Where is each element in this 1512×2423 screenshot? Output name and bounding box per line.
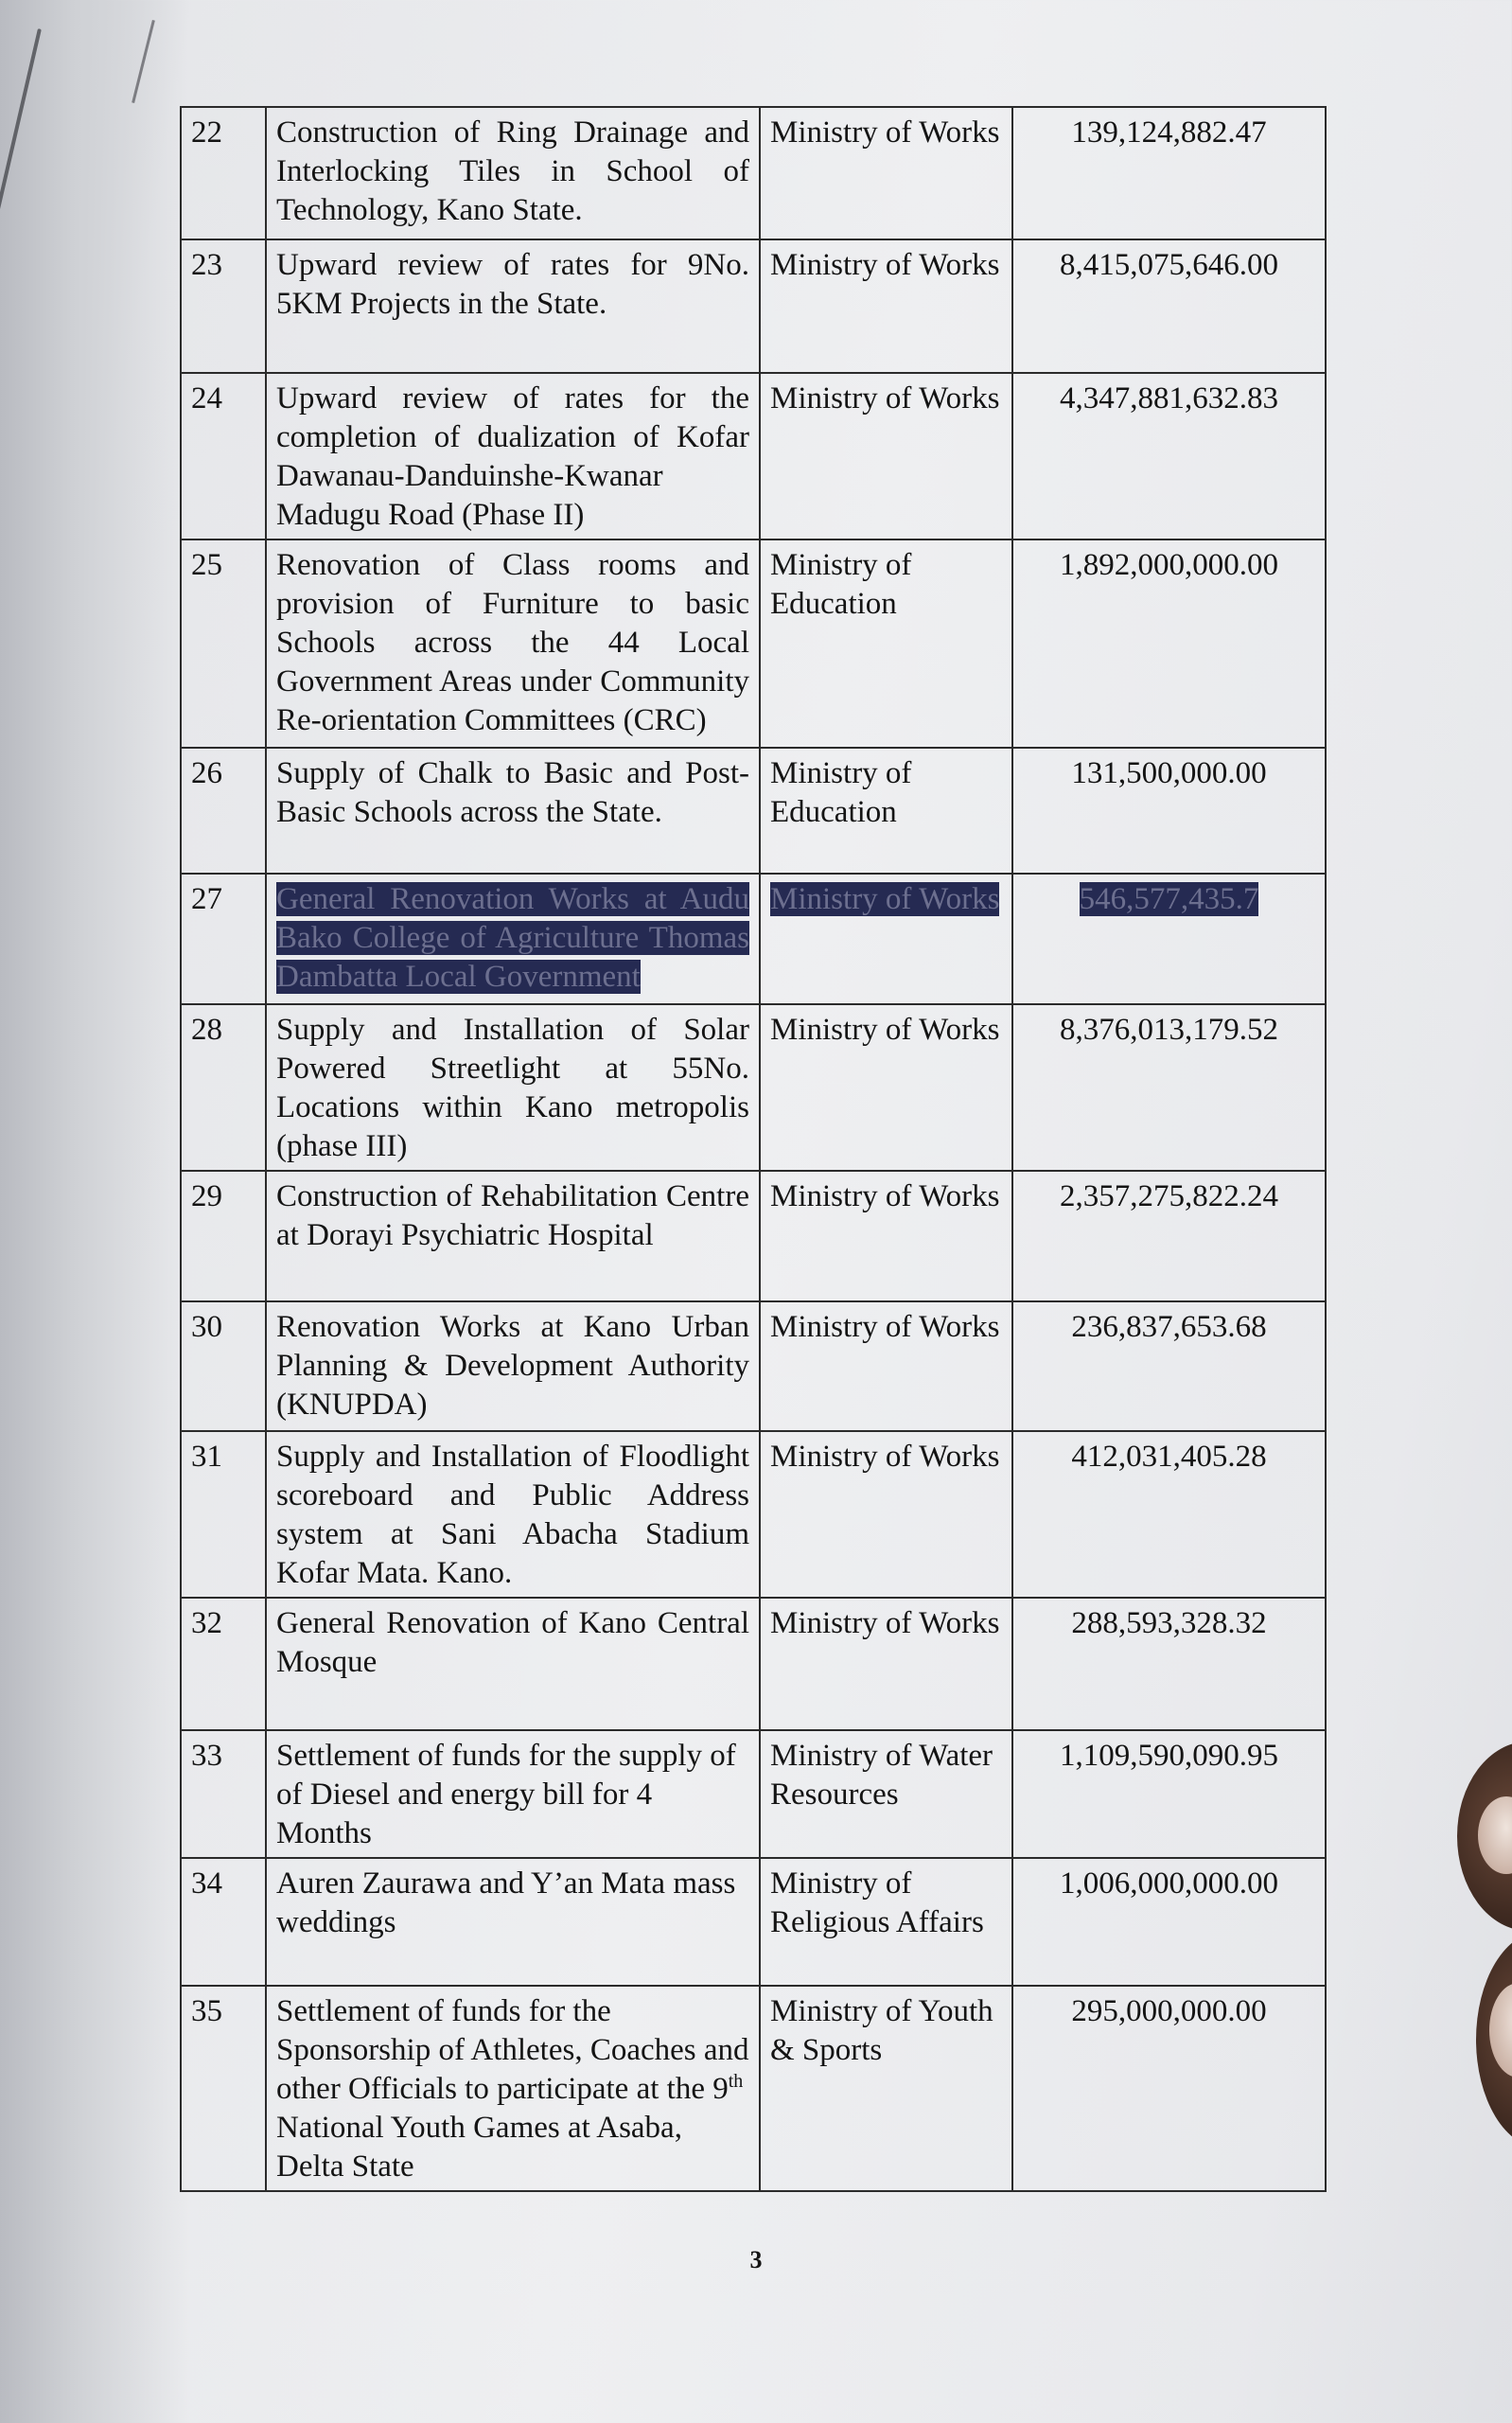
- project-description: Supply and Installation of Floodlight scoreboard and Public Address system at Sani Abacha Stadium Kofar Mata. Kano.: [266, 1431, 760, 1598]
- ministry-name: Ministry of Works: [760, 239, 1012, 373]
- project-description: Upward review of rates for the completion of dualization of Kofar Dawanau-Danduinshe-Kwanar Madugu Road (Phase II): [266, 373, 760, 539]
- ministry-name: Ministry of Education: [760, 748, 1012, 874]
- ministry-name: Ministry of Works: [760, 1598, 1012, 1730]
- project-amount-redacted: [1012, 874, 1326, 1004]
- ministry-name: Ministry of Education: [760, 539, 1012, 748]
- serial-number: 23: [181, 239, 266, 373]
- serial-number: 26: [181, 748, 266, 874]
- project-description: [266, 1986, 760, 2191]
- page-shadow-edge: [0, 0, 189, 2423]
- project-description: Settlement of funds for the supply of of Diesel and energy bill for 4 Months: [266, 1730, 760, 1858]
- redaction-mark: General Renovation Works at Audu Bako College of Agriculture Thomas Dambatta Local Government: [276, 882, 749, 994]
- ministry-name: Ministry of Water Resources: [760, 1730, 1012, 1858]
- ordinal-suffix: th: [728, 2071, 744, 2092]
- table-row: [181, 239, 1326, 373]
- table-row: [181, 1171, 1326, 1301]
- project-amount: 288,593,328.32: [1012, 1598, 1326, 1730]
- project-amount: 1,892,000,000.00: [1012, 539, 1326, 748]
- project-description: Upward review of rates for 9No. 5KM Projects in the State.: [266, 239, 760, 373]
- table-row: [181, 1858, 1326, 1986]
- table-row: [181, 1301, 1326, 1431]
- ministry-name: Ministry of Youth & Sports: [760, 1986, 1012, 2191]
- serial-number: 29: [181, 1171, 266, 1301]
- project-amount: 131,500,000.00: [1012, 748, 1326, 874]
- serial-number: 33: [181, 1730, 266, 1858]
- project-description: Construction of Rehabilitation Centre at Dorayi Psychiatric Hospital: [266, 1171, 760, 1301]
- project-description: Supply of Chalk to Basic and Post-Basic Schools across the State.: [266, 748, 760, 874]
- project-description: General Renovation of Kano Central Mosque: [266, 1598, 760, 1730]
- description-text-cont: National Youth Games at Asaba, Delta State: [276, 2111, 682, 2184]
- serial-number: 22: [181, 107, 266, 239]
- ministry-name: Ministry of Religious Affairs: [760, 1858, 1012, 1986]
- page-number: 3: [749, 2246, 763, 2273]
- ministry-name: Ministry of Works: [760, 1171, 1012, 1301]
- description-text: Settlement of funds for the Sponsorship of Athletes, Coaches and other Officials to participate at the 9: [276, 1994, 749, 2106]
- project-description: Supply and Installation of Solar Powered Streetlight at 55No. Locations within Kano metropolis (phase III): [266, 1004, 760, 1171]
- serial-number: 25: [181, 539, 266, 748]
- table-row: [181, 1986, 1326, 2191]
- redaction-mark: 546,577,435.7: [1079, 882, 1259, 916]
- table-row: [181, 1004, 1326, 1171]
- serial-number: 32: [181, 1598, 266, 1730]
- project-amount: 295,000,000.00: [1012, 1986, 1326, 2191]
- ministry-name: Ministry of Works: [760, 1431, 1012, 1598]
- project-description-redacted: [266, 874, 760, 1004]
- serial-number: 30: [181, 1301, 266, 1431]
- ministry-name: Ministry of Works: [760, 373, 1012, 539]
- table-row-redacted: [181, 874, 1326, 1004]
- serial-number: 27: [181, 874, 266, 1004]
- table-row: [181, 107, 1326, 239]
- serial-number: 31: [181, 1431, 266, 1598]
- project-description: Renovation Works at Kano Urban Planning & Development Authority (KNUPDA): [266, 1301, 760, 1431]
- project-amount: 2,357,275,822.24: [1012, 1171, 1326, 1301]
- serial-number: 35: [181, 1986, 266, 2191]
- ministry-name: Ministry of Works: [760, 1004, 1012, 1171]
- table-row: [181, 1431, 1326, 1598]
- table-row: [181, 539, 1326, 748]
- serial-number: 24: [181, 373, 266, 539]
- project-amount: 236,837,653.68: [1012, 1301, 1326, 1431]
- table-row: [181, 748, 1326, 874]
- project-amount: 8,415,075,646.00: [1012, 239, 1326, 373]
- serial-number: 28: [181, 1004, 266, 1171]
- table-row: [181, 1598, 1326, 1730]
- projects-table: [180, 106, 1327, 2192]
- project-description: Construction of Ring Drainage and Interlocking Tiles in School of Technology, Kano State.: [266, 107, 760, 239]
- table-row: [181, 1730, 1326, 1858]
- serial-number: 34: [181, 1858, 266, 1986]
- project-amount: 139,124,882.47: [1012, 107, 1326, 239]
- redaction-mark: Ministry of Works: [770, 882, 1000, 916]
- project-description: Auren Zaurawa and Y’an Mata mass weddings: [266, 1858, 760, 1986]
- ministry-name: Ministry of Works: [760, 1301, 1012, 1431]
- ministry-name-redacted: [760, 874, 1012, 1004]
- project-amount: 4,347,881,632.83: [1012, 373, 1326, 539]
- ministry-name: Ministry of Works: [760, 107, 1012, 239]
- project-amount: 412,031,405.28: [1012, 1431, 1326, 1598]
- project-amount: 1,109,590,090.95: [1012, 1730, 1326, 1858]
- project-description: Renovation of Class rooms and provision of Furniture to basic Schools across the 44 Local Government Areas under Community Re-orientation Committees (CRC): [266, 539, 760, 748]
- project-amount: 8,376,013,179.52: [1012, 1004, 1326, 1171]
- project-amount: 1,006,000,000.00: [1012, 1858, 1326, 1986]
- table-row: [181, 373, 1326, 539]
